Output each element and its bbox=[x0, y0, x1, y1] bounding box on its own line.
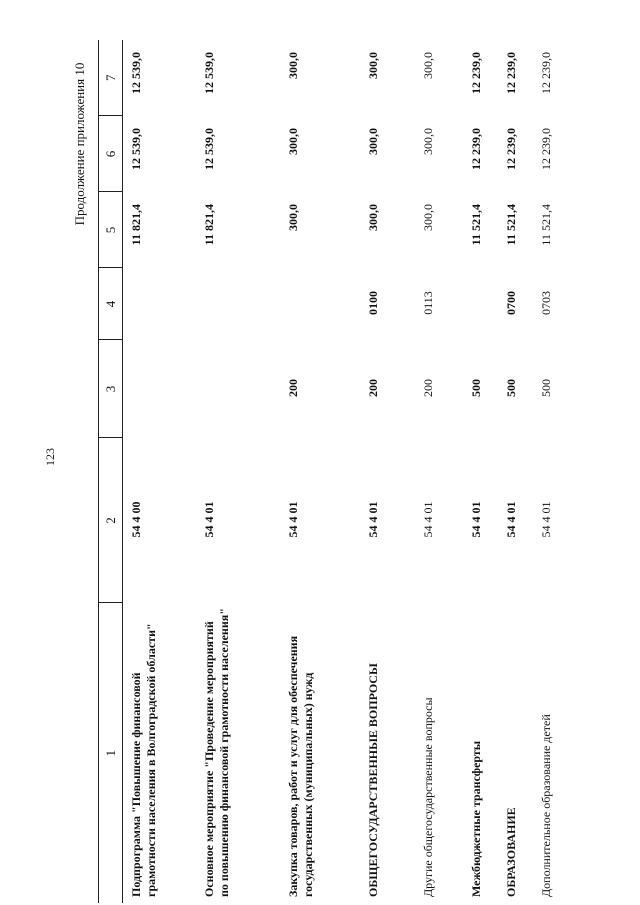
table-row bbox=[123, 40, 196, 903]
cell-vr: 500 bbox=[538, 379, 553, 397]
column-header: 6 bbox=[99, 116, 123, 192]
cell-c7: 300,0 bbox=[365, 52, 380, 79]
cell-code: 54 4 01 bbox=[285, 501, 300, 538]
cell-rz: 0100 bbox=[365, 291, 380, 315]
cell-c7: 300,0 bbox=[285, 52, 300, 79]
cell-c7: 300,0 bbox=[420, 52, 435, 79]
cell-c6: 300,0 bbox=[285, 128, 300, 155]
cell-rz: 0700 bbox=[503, 291, 518, 315]
cell-vr bbox=[123, 340, 196, 438]
column-header: 4 bbox=[99, 268, 123, 340]
cell-name: Межбюджетные трансферты bbox=[468, 740, 483, 897]
cell-name: ОБЩЕГОСУДАРСТВЕННЫЕ ВОПРОСЫ bbox=[365, 663, 380, 897]
cell-code: 54 4 01 bbox=[468, 501, 483, 538]
cell-name: Подпрограмма "Повышение финансовой грамотности населения в Волгоградской области" bbox=[129, 623, 158, 897]
cell-c5: 11 521,4 bbox=[468, 204, 483, 246]
cell-code: 54 4 00 bbox=[129, 501, 143, 538]
cell-c5: 11 521,4 bbox=[538, 204, 553, 246]
cell-rz bbox=[280, 268, 360, 340]
appendix-caption: Продолжение приложения 10 bbox=[72, 62, 87, 226]
table-row bbox=[498, 40, 533, 903]
table-row bbox=[360, 40, 415, 903]
rotated-table-page bbox=[98, 40, 598, 903]
table-row bbox=[533, 40, 568, 903]
cell-c7: 12 239,0 bbox=[503, 52, 518, 94]
cell-vr: 200 bbox=[420, 379, 435, 397]
cell-c5: 11 821,4 bbox=[201, 204, 216, 246]
cell-name: ОБРАЗОВАНИЕ bbox=[503, 807, 518, 897]
cell-name: Другие общегосударственные вопросы bbox=[420, 697, 435, 897]
cell-rz: 0703 bbox=[538, 291, 553, 315]
cell-c5: 11 521,4 bbox=[503, 204, 518, 246]
cell-code: 54 4 01 bbox=[420, 501, 435, 538]
cell-vr bbox=[196, 340, 280, 438]
column-header: 7 bbox=[99, 40, 123, 116]
table-row bbox=[196, 40, 280, 903]
cell-c6: 12 239,0 bbox=[503, 128, 518, 170]
column-header: 5 bbox=[99, 192, 123, 268]
table-row bbox=[280, 40, 360, 903]
cell-name: Закупка товаров, работ и услуг для обеспечения государственных (муниципальных) нужд bbox=[285, 635, 315, 897]
cell-rz bbox=[123, 268, 196, 340]
cell-vr: 500 bbox=[468, 379, 483, 397]
cell-vr: 500 bbox=[503, 379, 518, 397]
cell-c6: 12 539,0 bbox=[201, 128, 216, 170]
cell-rz bbox=[196, 268, 280, 340]
cell-vr: 200 bbox=[285, 379, 300, 397]
cell-rz bbox=[463, 268, 498, 340]
cell-code: 54 4 01 bbox=[503, 501, 518, 538]
cell-c7: 12 539,0 bbox=[129, 52, 143, 94]
cell-code: 54 4 01 bbox=[201, 501, 216, 538]
cell-vr: 200 bbox=[365, 379, 380, 397]
cell-name: Дополнительное образование детей bbox=[538, 714, 553, 897]
cell-c6: 12 239,0 bbox=[538, 128, 553, 170]
cell-c6: 300,0 bbox=[365, 128, 380, 155]
cell-c5: 11 821,4 bbox=[129, 204, 143, 246]
cell-c7: 12 239,0 bbox=[468, 52, 483, 94]
cell-c6: 300,0 bbox=[420, 128, 435, 155]
cell-code: 54 4 01 bbox=[538, 501, 553, 538]
page-number: 123 bbox=[43, 448, 57, 466]
cell-c5: 300,0 bbox=[285, 204, 300, 231]
cell-rz: 0113 bbox=[420, 291, 435, 315]
column-header: 1 bbox=[99, 603, 123, 903]
column-header: 2 bbox=[99, 438, 123, 603]
cell-code: 54 4 01 bbox=[365, 501, 380, 538]
budget-table bbox=[98, 40, 568, 903]
cell-c5: 300,0 bbox=[420, 204, 435, 231]
cell-c5: 300,0 bbox=[365, 204, 380, 231]
cell-c7: 12 239,0 bbox=[538, 52, 553, 94]
table-row bbox=[415, 40, 463, 903]
column-header: 3 bbox=[99, 340, 123, 438]
header-row bbox=[99, 40, 123, 903]
cell-c7: 12 539,0 bbox=[201, 52, 216, 94]
cell-c6: 12 539,0 bbox=[129, 128, 143, 170]
cell-c6: 12 239,0 bbox=[468, 128, 483, 170]
cell-name: Основное мероприятие "Проведение мероприятий по повышению финансовой грамотности населения" bbox=[201, 608, 231, 897]
table-row bbox=[463, 40, 498, 903]
